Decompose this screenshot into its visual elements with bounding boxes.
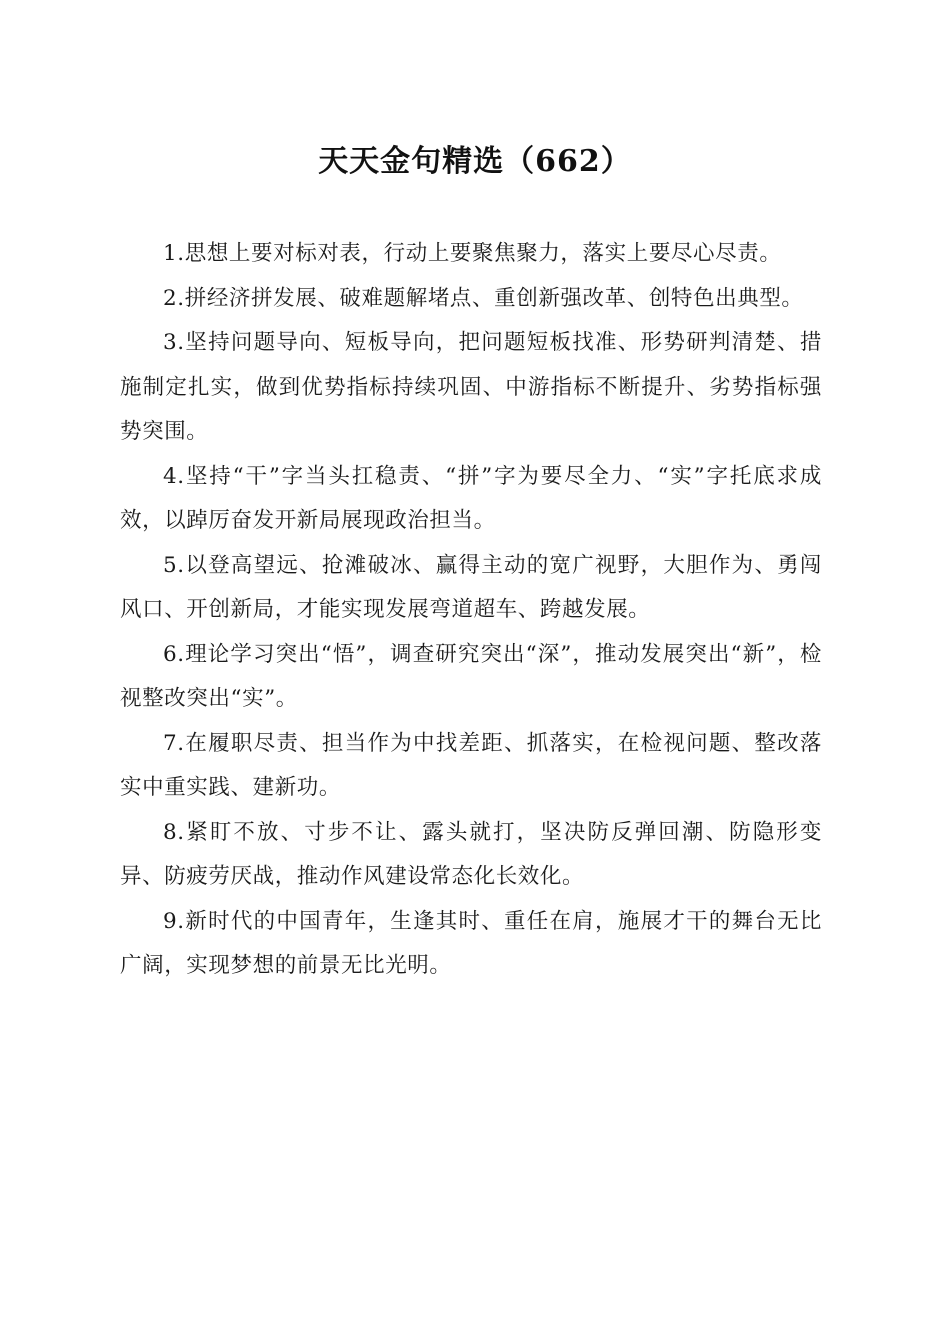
quote-item: 4.坚持“干”字当头扛稳责、“拼”字为要尽全力、“实”字托底求成效，以踔厉奋发开新局展现政治担当。 — [120, 463, 822, 533]
quote-item: 1.思想上要对标对表，行动上要聚焦聚力，落实上要尽心尽责。 — [163, 241, 782, 266]
quote-item: 3.坚持问题导向、短板导向，把问题短板找准、形势研判清楚、措施制定扎实，做到优势指标持续巩固、中游指标不断提升、劣势指标强势突围。 — [120, 330, 822, 444]
quote-item: 9.新时代的中国青年，生逢其时、重任在肩，施展才干的舞台无比广阔，实现梦想的前景无比光明。 — [120, 908, 822, 978]
quote-item: 7.在履职尽责、担当作为中找差距、抓落实，在检视问题、整改落实中重实践、建新功。 — [120, 730, 822, 800]
quote-item: 8.紧盯不放、寸步不让、露头就打，坚决防反弹回潮、防隐形变异、防疲劳厌战，推动作风建设常态化长效化。 — [120, 819, 822, 889]
quote-item: 6.理论学习突出“悟”，调查研究突出“深”，推动发展突出“新”，检视整改突出“实”。 — [120, 641, 822, 711]
page-title: 天天金句精选（662） — [318, 144, 632, 179]
quote-item: 5.以登高望远、抢滩破冰、赢得主动的宽广视野，大胆作为、勇闯风口、开创新局，才能实现发展弯道超车、跨越发展。 — [120, 552, 822, 622]
quote-list — [120, 232, 822, 989]
quote-item: 2.拼经济拼发展、破难题解堵点、重创新强改革、创特色出典型。 — [163, 285, 804, 311]
